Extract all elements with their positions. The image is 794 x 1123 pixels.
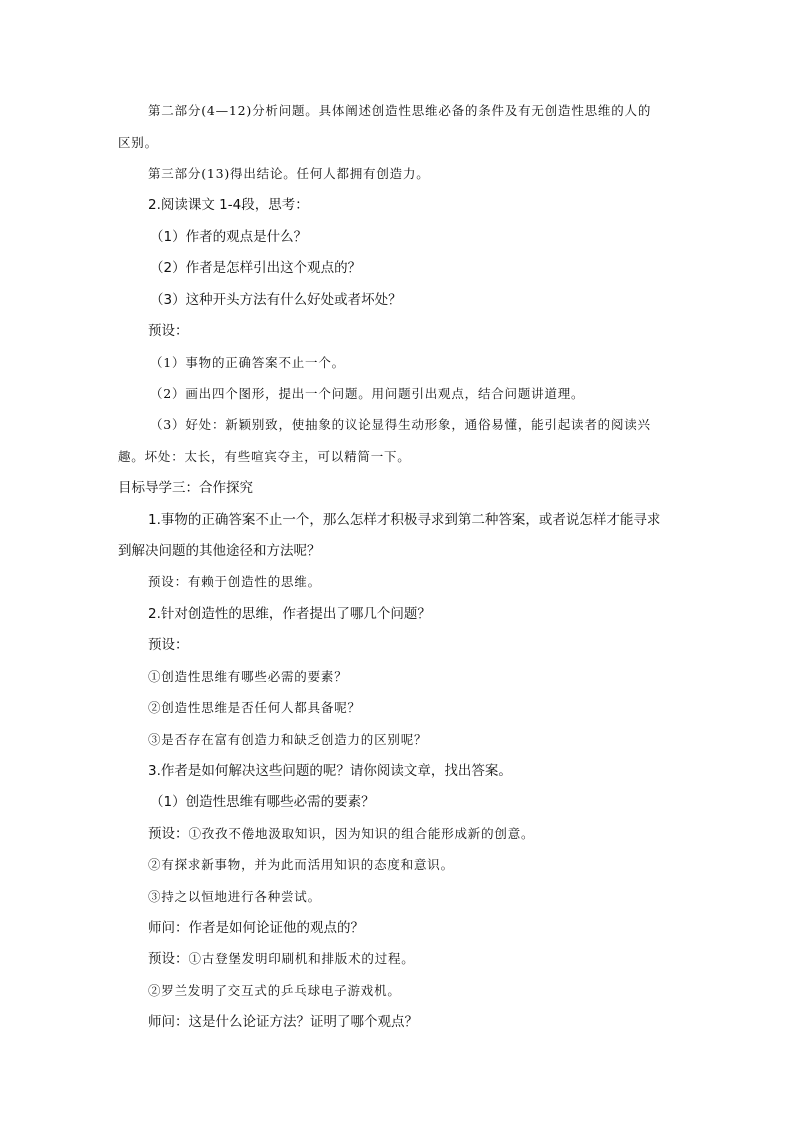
preset-answer-3-cont: 趣。坏处：太长，有些喧宾夺主，可以精简一下。 <box>118 449 411 464</box>
teacher-question-1-preset-2: ②罗兰发明了交互式的乒乓球电子游戏机。 <box>148 983 401 998</box>
preset-label-inline-2: 预设： <box>148 951 189 967</box>
preset-answer-1: （1）事物的正确答案不止一个。 <box>150 355 345 370</box>
question-2-item-2: （2）作者是怎样引出这个观点的？ <box>150 260 362 276</box>
question-2-preset-2: ②创造性思维是否任何人都具备呢？ <box>148 700 361 715</box>
question-3: 3.作者是如何解决这些问题的呢？请你阅读文章，找出答案。 <box>148 763 512 779</box>
question-1-preset: 预设：有赖于创造性的思维。 <box>148 574 321 589</box>
teacher-question-2: 师问：这是什么论证方法？证明了哪个观点？ <box>148 1014 418 1030</box>
question-2: 2.针对创造性的思维，作者提出了哪几个问题？ <box>148 606 431 622</box>
teacher-question-1: 师问：作者是如何论证他的观点的？ <box>148 920 364 936</box>
question-2-heading: 2.阅读课文 1-4段，思考： <box>148 197 309 213</box>
question-2-preset-3: ③是否存在富有创造力和缺乏创造力的区别呢？ <box>148 732 428 747</box>
paragraph-part-three: 第三部分(13)得出结论。任何人都拥有创造力。 <box>148 166 430 181</box>
paragraph-part-two: 第二部分(4—12)分析问题。具体阐述创造性思维必备的条件及有无创造性思维的人的 <box>148 103 652 118</box>
question-3-preset-3: ③持之以恒地进行各种尝试。 <box>148 889 321 904</box>
preset-label: 预设： <box>148 323 189 339</box>
question-2-preset-1: ①创造性思维有哪些必需的要素？ <box>148 669 348 684</box>
question-1-cont: 到解决问题的其他途径和方法呢？ <box>118 543 321 559</box>
section-heading-goal-3: 目标导学三：合作探究 <box>118 480 253 496</box>
question-2-item-1: （1）作者的观点是什么？ <box>150 229 308 245</box>
question-3-preset-row-1 <box>148 825 534 843</box>
teacher-question-1-preset-row <box>148 950 415 968</box>
preset-answer-3: （3）好处：新颖别致，使抽象的议论显得生动形象，通俗易懂，能引起读者的阅读兴 <box>150 417 651 432</box>
preset-label-inline: 预设： <box>148 826 189 842</box>
teacher-question-1-preset-1: ①古登堡发明印刷机和排版术的过程。 <box>188 951 415 966</box>
question-3-item-1: （1）创造性思维有哪些必需的要素？ <box>150 794 375 810</box>
question-1: 1.事物的正确答案不止一个，那么怎样才积极寻求到第二种答案，或者说怎样才能寻求 <box>148 512 661 528</box>
question-3-preset-2: ②有探求新事物，并为此而活用知识的态度和意识。 <box>148 857 454 872</box>
question-2-preset-label: 预设： <box>148 637 189 653</box>
preset-answer-2: （2）画出四个图形，提出一个问题。用问题引出观点，结合问题讲道理。 <box>150 386 585 401</box>
question-2-item-3: （3）这种开头方法有什么好处或者坏处？ <box>150 292 402 308</box>
question-3-preset-1: ①孜孜不倦地汲取知识，因为知识的组合能形成新的创意。 <box>188 826 535 841</box>
paragraph-part-two-cont: 区别。 <box>118 135 158 150</box>
